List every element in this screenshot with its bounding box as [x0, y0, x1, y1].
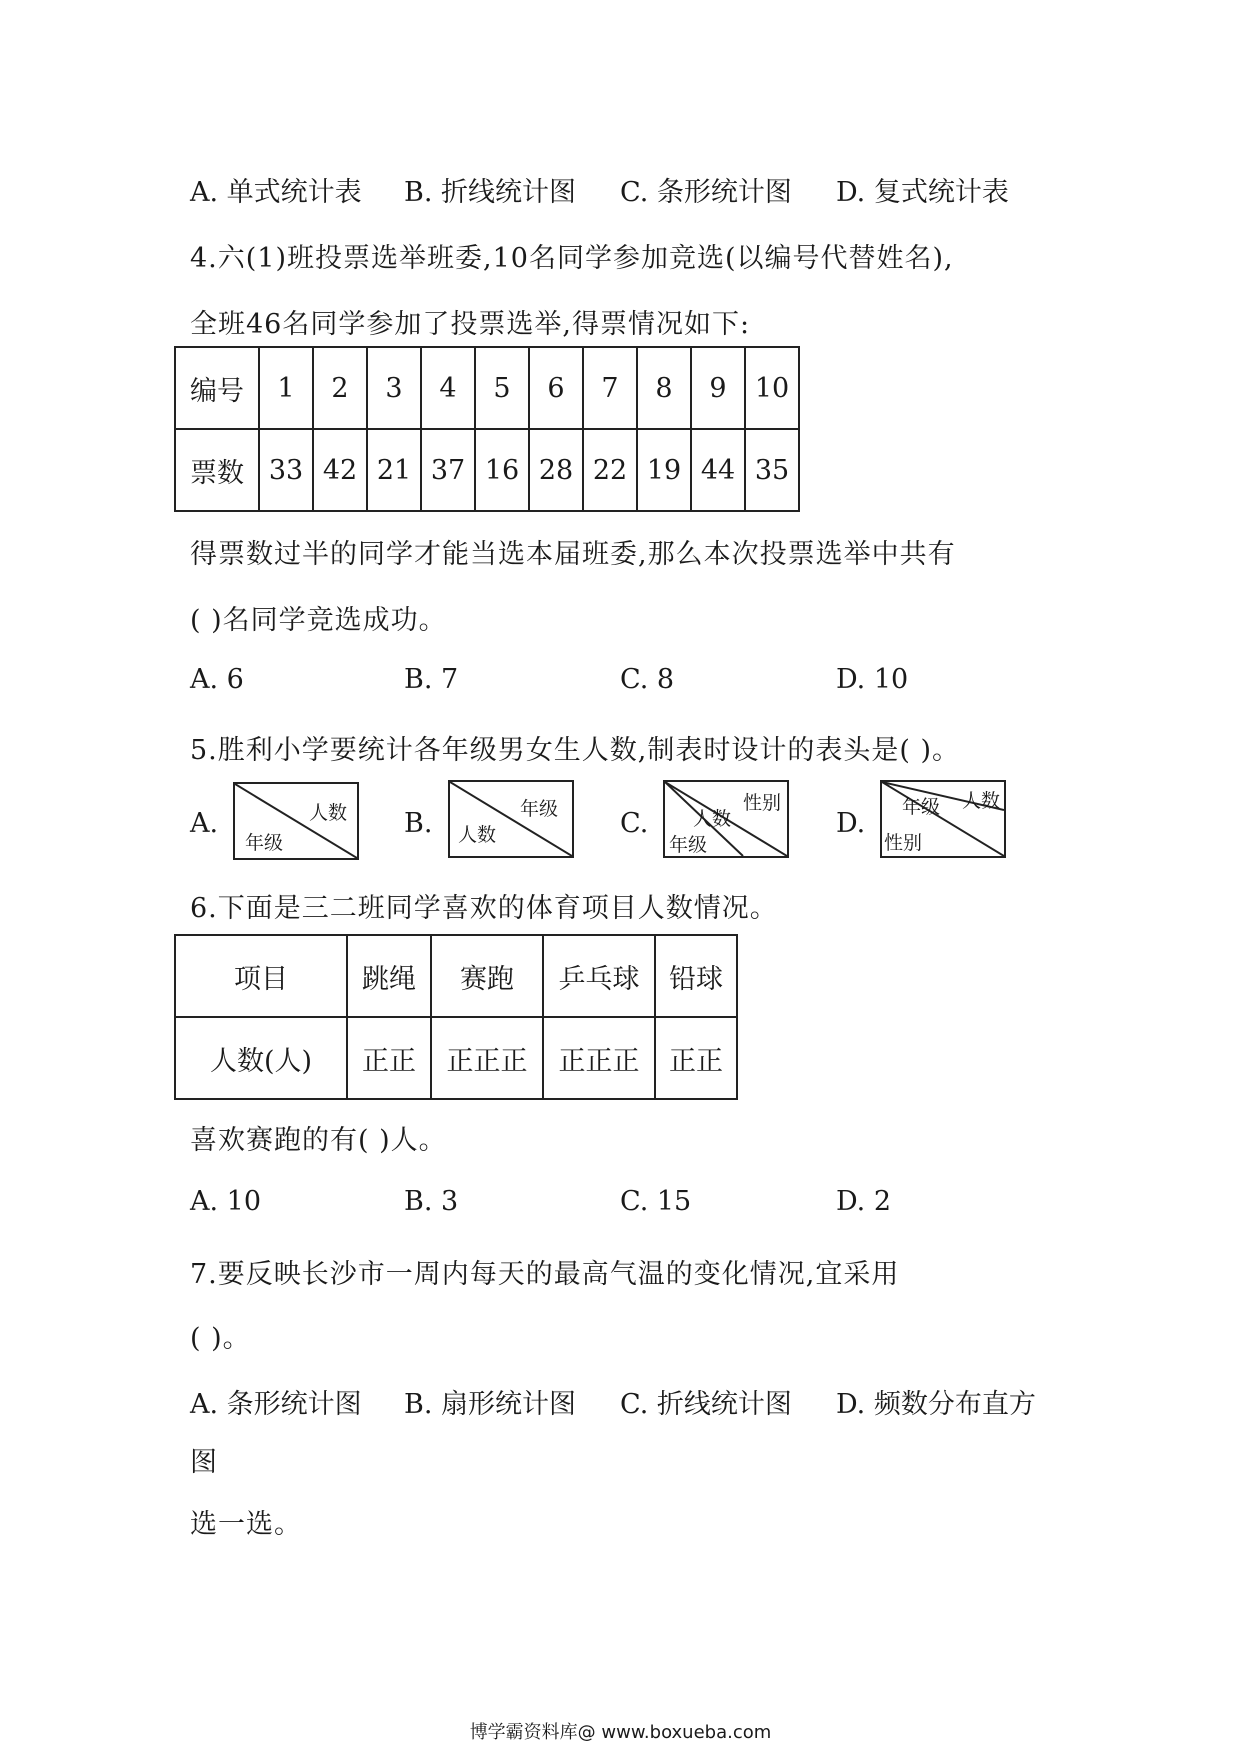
q7-option-a[interactable]: A. 条形统计图	[190, 1389, 362, 1420]
q7-stem: 7.要反映长沙市一周内每天的最高气温的变化情况,宜采用	[190, 1259, 900, 1290]
q3-option-d[interactable]: D. 复式统计表	[836, 177, 1009, 208]
header-d-top-right: 人数	[962, 790, 1001, 812]
id-cell: 1	[259, 347, 313, 429]
q7-blank: ( )。	[190, 1323, 251, 1354]
sports-table	[174, 934, 738, 1100]
vote-table-votes-row	[175, 429, 799, 511]
header-cell: 铅球	[655, 935, 737, 1017]
header-d-bottom: 性别	[884, 832, 923, 854]
header-c-top-right: 性别	[743, 792, 782, 814]
q7-option-d[interactable]: D. 频数分布直方	[836, 1389, 1036, 1420]
vote-cell: 35	[745, 429, 799, 511]
q5-option-c-letter[interactable]: C.	[620, 808, 649, 839]
q5-option-a-letter[interactable]: A.	[190, 808, 219, 839]
q6-option-d[interactable]: D. 2	[836, 1186, 892, 1217]
q6-stem: 6.下面是三二班同学喜欢的体育项目人数情况。	[190, 893, 778, 924]
row-label-count: 人数(人)	[175, 1017, 347, 1099]
vote-cell: 22	[583, 429, 637, 511]
id-cell: 4	[421, 347, 475, 429]
q4-stem-line2: 全班46名同学参加了投票选举,得票情况如下:	[190, 309, 751, 340]
id-cell: 7	[583, 347, 637, 429]
q6-option-c[interactable]: C. 15	[620, 1186, 692, 1217]
vote-table	[174, 346, 800, 512]
q7-option-d-wrap: 图	[190, 1447, 218, 1478]
vote-cell: 44	[691, 429, 745, 511]
header-c-bottom: 年级	[669, 834, 708, 856]
id-cell: 5	[475, 347, 529, 429]
header-b-bottom: 人数	[458, 824, 497, 846]
q5-header-b[interactable]	[448, 780, 574, 858]
q4-option-a[interactable]: A. 6	[190, 664, 244, 695]
header-cell: 乒乓球	[543, 935, 655, 1017]
q4-after-line1: 得票数过半的同学才能当选本届班委,那么本次投票选举中共有	[190, 539, 956, 570]
header-c-middle: 人数	[693, 808, 732, 830]
q4-option-d[interactable]: D. 10	[836, 664, 909, 695]
q5-header-a[interactable]	[233, 782, 359, 860]
q6-option-a[interactable]: A. 10	[190, 1186, 262, 1217]
header-d-middle: 年级	[902, 796, 941, 818]
q5-stem: 5.胜利小学要统计各年级男女生人数,制表时设计的表头是( )。	[190, 735, 960, 766]
footer-watermark: 博学霸资料库@ www.boxueba.com	[469, 1722, 772, 1743]
vote-table-id-row	[175, 347, 799, 429]
q3-option-b[interactable]: B. 折线统计图	[404, 177, 577, 208]
vote-cell: 42	[313, 429, 367, 511]
id-cell: 8	[637, 347, 691, 429]
sports-table-count-row	[175, 1017, 737, 1099]
row-label-votes: 票数	[175, 429, 259, 511]
q5-option-b-letter[interactable]: B.	[404, 808, 433, 839]
row-label-id: 编号	[175, 347, 259, 429]
section-heading: 选一选。	[190, 1509, 302, 1540]
vote-cell: 28	[529, 429, 583, 511]
header-cell: 跳绳	[347, 935, 431, 1017]
tally-cell: 正正	[655, 1017, 737, 1099]
tally-cell: 正正正	[543, 1017, 655, 1099]
q3-option-c[interactable]: C. 条形统计图	[620, 177, 792, 208]
q5-option-d-letter[interactable]: D.	[836, 808, 866, 839]
id-cell: 2	[313, 347, 367, 429]
id-cell: 6	[529, 347, 583, 429]
vote-cell: 16	[475, 429, 529, 511]
header-a-bottom: 年级	[245, 832, 284, 854]
vote-cell: 21	[367, 429, 421, 511]
header-b-top: 年级	[520, 798, 559, 820]
q4-option-b[interactable]: B. 7	[404, 664, 459, 695]
q4-stem-line1: 4.六(1)班投票选举班委,10名同学参加竞选(以编号代替姓名),	[190, 243, 954, 274]
q5-header-c[interactable]	[663, 780, 789, 858]
tally-cell: 正正	[347, 1017, 431, 1099]
vote-cell: 33	[259, 429, 313, 511]
q6-question: 喜欢赛跑的有( )人。	[190, 1125, 447, 1156]
id-cell: 10	[745, 347, 799, 429]
q7-option-c[interactable]: C. 折线统计图	[620, 1389, 792, 1420]
q5-header-d[interactable]	[880, 780, 1006, 858]
sports-table-header-row	[175, 935, 737, 1017]
id-cell: 3	[367, 347, 421, 429]
q4-option-c[interactable]: C. 8	[620, 664, 675, 695]
tally-cell: 正正正	[431, 1017, 543, 1099]
q4-after-line2: ( )名同学竞选成功。	[190, 605, 447, 636]
header-a-top: 人数	[309, 802, 348, 824]
id-cell: 9	[691, 347, 745, 429]
q6-option-b[interactable]: B. 3	[404, 1186, 459, 1217]
vote-cell: 19	[637, 429, 691, 511]
vote-cell: 37	[421, 429, 475, 511]
header-cell: 赛跑	[431, 935, 543, 1017]
q3-option-a[interactable]: A. 单式统计表	[190, 177, 362, 208]
header-cell-item: 项目	[175, 935, 347, 1017]
q7-option-b[interactable]: B. 扇形统计图	[404, 1389, 577, 1420]
